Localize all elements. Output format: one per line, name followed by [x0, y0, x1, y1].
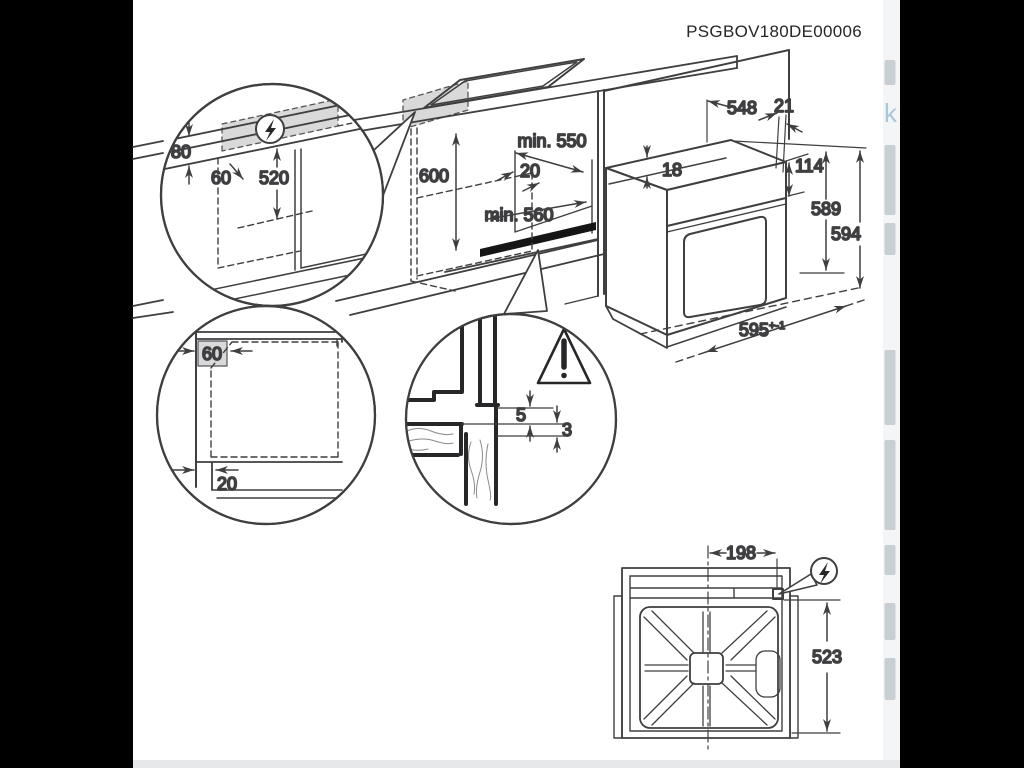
dim-niche-height: 600	[418, 166, 449, 186]
bottom-strip	[133, 760, 900, 768]
dim-connection-depth: 60	[210, 168, 232, 188]
sliver-marks	[885, 60, 896, 700]
dim-oven-total-height: 594	[830, 224, 862, 244]
dim-niche-rear-gap: 20	[519, 161, 541, 181]
sliver-watermark-fragment: k	[884, 98, 897, 128]
dim-side-top-clearance: 60	[201, 344, 223, 364]
dim-connection-height: 520	[258, 168, 290, 188]
dim-side-bottom-clearance: 20	[216, 474, 238, 494]
dim-oven-top-recess: 18	[662, 160, 683, 180]
dim-upper-gap: 5	[515, 405, 527, 425]
dim-niche-depth: min. 550	[517, 131, 587, 151]
dim-oven-width: $595^{+-1}$	[738, 320, 786, 340]
image-title: PSGBOV180DE00006	[686, 22, 862, 41]
dim-oven-depth: 548	[726, 98, 758, 118]
dim-oven-body-height: 589	[810, 199, 842, 219]
dim-niche-width: min. 560	[484, 205, 554, 225]
oven	[606, 140, 786, 348]
dim-lower-gap: 3	[561, 420, 573, 440]
dim-oven-fascia: 114	[795, 156, 824, 176]
dim-oven-overhang: 21	[773, 96, 795, 116]
dim-worktop-thickness: 80	[170, 142, 192, 162]
dim-rear-offset: 198	[725, 543, 757, 563]
dim-rear-height: 523	[811, 647, 843, 667]
